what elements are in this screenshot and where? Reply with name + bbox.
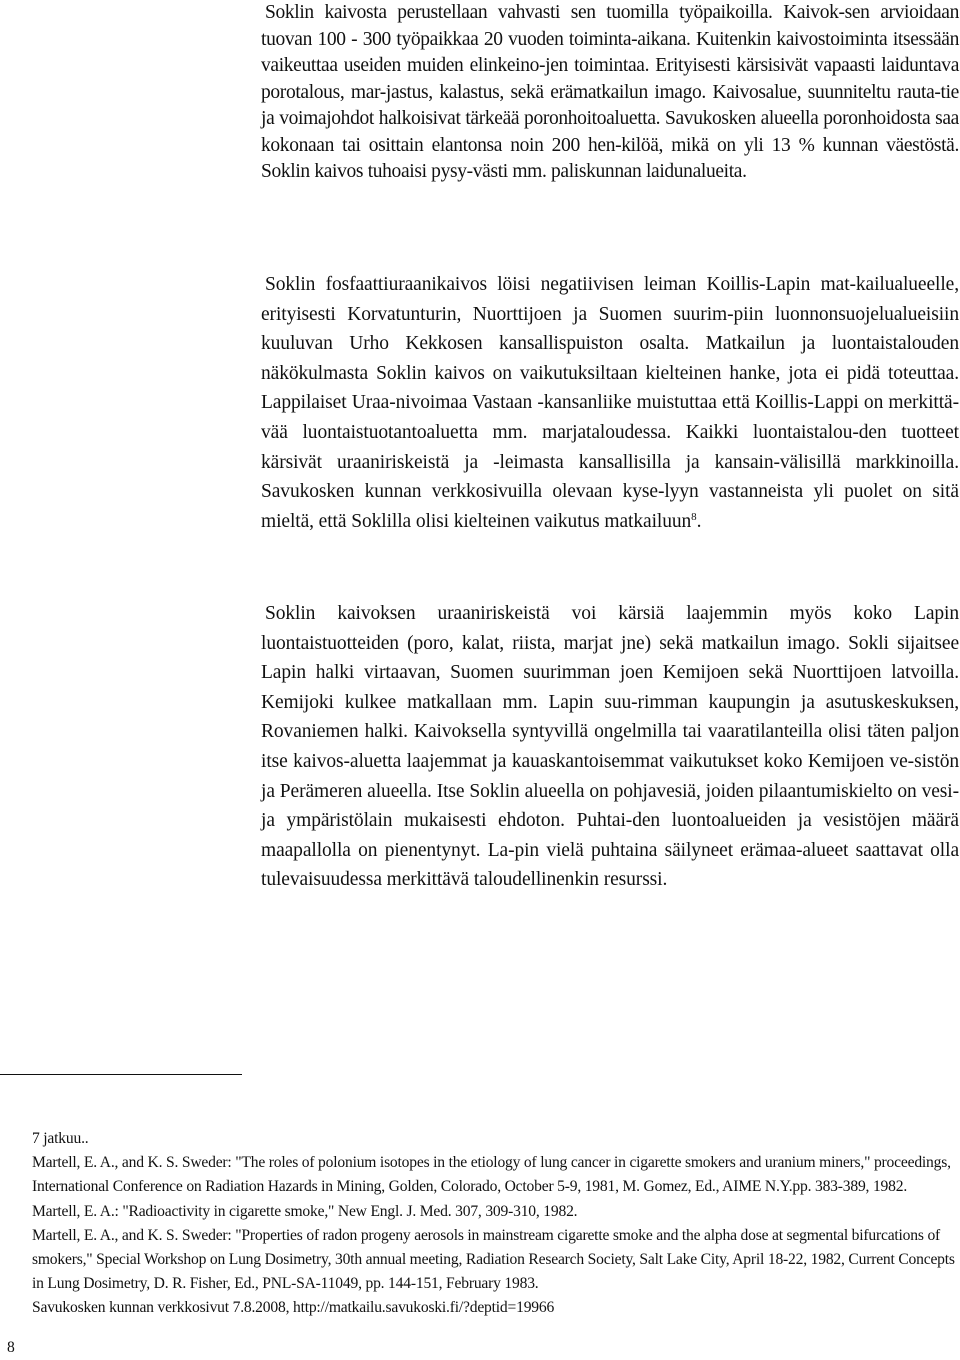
body-paragraph-2	[261, 270, 959, 536]
body-paragraph-3	[261, 599, 959, 895]
footnote-reference-line: Martell, E. A., and K. S. Sweder: "The roles of polonium isotopes in the etiology of lung cancer in cigarette smokers and uranium miners," proceedings, International Conference on Radiation Hazards in Mining, Golden, Colorado, October 5-9, 1981, M. Gomez, Ed., AIME N.Y.pp. 383-389, 1982.	[32, 1154, 951, 1196]
footnote-8-text: Savukosken kunnan verkkosivut 7.8.2008, http://matkailu.savukoski.fi/?deptid=19966	[32, 1299, 555, 1317]
footnote-reference-line: Martell, E. A.: "Radioactivity in cigarette smoke," New Engl. J. Med. 307, 309-310, 1982.	[32, 1202, 578, 1220]
footnote-8-number: 8	[7, 1339, 15, 1356]
paragraph-2-text: Soklin fosfaattiuraanikaivos löisi negatiivisen leiman Koillis-Lapin mat-kailualueelle, erityisesti Korvatunturin, Nuorttijoen ja Suomen suurim-piin luonnonsuojelualueisiin kuuluvan Urho Kekkosen kansallispuiston osalta. Matkailun ja luontaistalouden näkökulmasta Soklin kaivos on vaikutuksiltaan kielteinen hanke, jota ei pidä toteuttaa. Lappilaiset Uraa-nivoimaa Vastaan -kansanliike muistuttaa että Koillis-Lappi on merkittä-vää luontaistuotantoaluetta mm. marjataloudessa. Kaikki luontaistalou-den tuotteet kärsivät uraaniriskeistä ja -leimasta kansallisilla ja kansain-välisillä markkinoilla. Savukosken kunnan verkkosivuilla olevaan kyse-lyyn vastanneista yli puolet on sitä mieltä, että Soklilla olisi kielteinen vaikutus matkailuun	[261, 274, 959, 532]
paragraph-3-text: Soklin kaivoksen uraaniriskeistä voi kärsiä laajemmin myös koko Lapin luontaistuotteiden (poro, kalat, riista, marjat jne) sekä matkailun imago. Sokli sijaitsee Lapin halki virtaavan, Suomen suurimman joen Kemijoen sekä Nuorttijoen latvoilla. Kemijoki kulkee matkallaan mm. Lapin suu-rimman kaupungin ja asutuskeskuksen, Rovaniemen halki. Kaivoksella syntyvillä ongelmilla tai vaaratilanteilla olisi täten paljon itse kaivos-aluetta laajemmat ja kauaskantoisemmat vaikutukset koko Kemijoen ve-sistön ja Perämeren alueella. Itse Soklin alueella on pohjavesiä, joiden pilaantumiskielto on vesi- ja ympäristölain mukaisesti ehdoton. Puhtai-den luontoalueiden ja vesistöjen määrä maapallolla on pienentynyt. La-pin vielä puhtaina säilyneet erämaa-alueet saattavat olla tulevaisuudessa merkittävä taloudellinenkin resurssi.	[261, 603, 959, 891]
footnotes-section	[32, 1127, 958, 1321]
paragraph-1-text: Soklin kaivosta perustellaan vahvasti sen tuomilla työpaikoilla. Kaivok-sen arvioidaan tuovan 100 - 300 työpaikkaa 20 vuoden toiminta-aikana. Kuitenkin kaivostoiminta itsessään vaikeuttaa useiden muiden elinkeino-jen toimintaa. Erityisesti kärsisivät vapaasti laiduntava porotalous, mar-jastus, kalastus, sekä erämatkailun imago. Kaivosalue, suunniteltu rauta-tie ja voimajohdot halkoisivat tärkeää poronhoitoaluetta. Savukosken alueella poronhoidosta saa kokonaan tai osittain elantonsa noin 200 hen-kilöä, mikä on yli 13 % kunnan väestöstä. Soklin kaivos tuhoaisi pysy-västi mm. paliskunnan laidunalueita.	[261, 2, 959, 182]
footnote-separator	[0, 1074, 242, 1075]
footnote-7-continued: 7 jatkuu..	[32, 1130, 89, 1147]
footnote-reference-8[interactable]: 8	[691, 510, 697, 523]
body-paragraph-1	[261, 0, 959, 186]
paragraph-2-end: .	[696, 510, 702, 532]
footnote-reference-line: Martell, E. A., and K. S. Sweder: "Properties of radon progeny aerosols in mainstream cigarette smoke and the alpha dose at segmental bifurcations of smokers," Special Workshop on Lung Dosimetry, 30th annual meeting, Radiation Research Society, Salt Lake City, April 18-22, 1982, Current Concepts in Lung Dosimetry, D. R. Fisher, Ed., PNL-SA-11049, pp. 144-151, February 1983.	[32, 1226, 955, 1293]
